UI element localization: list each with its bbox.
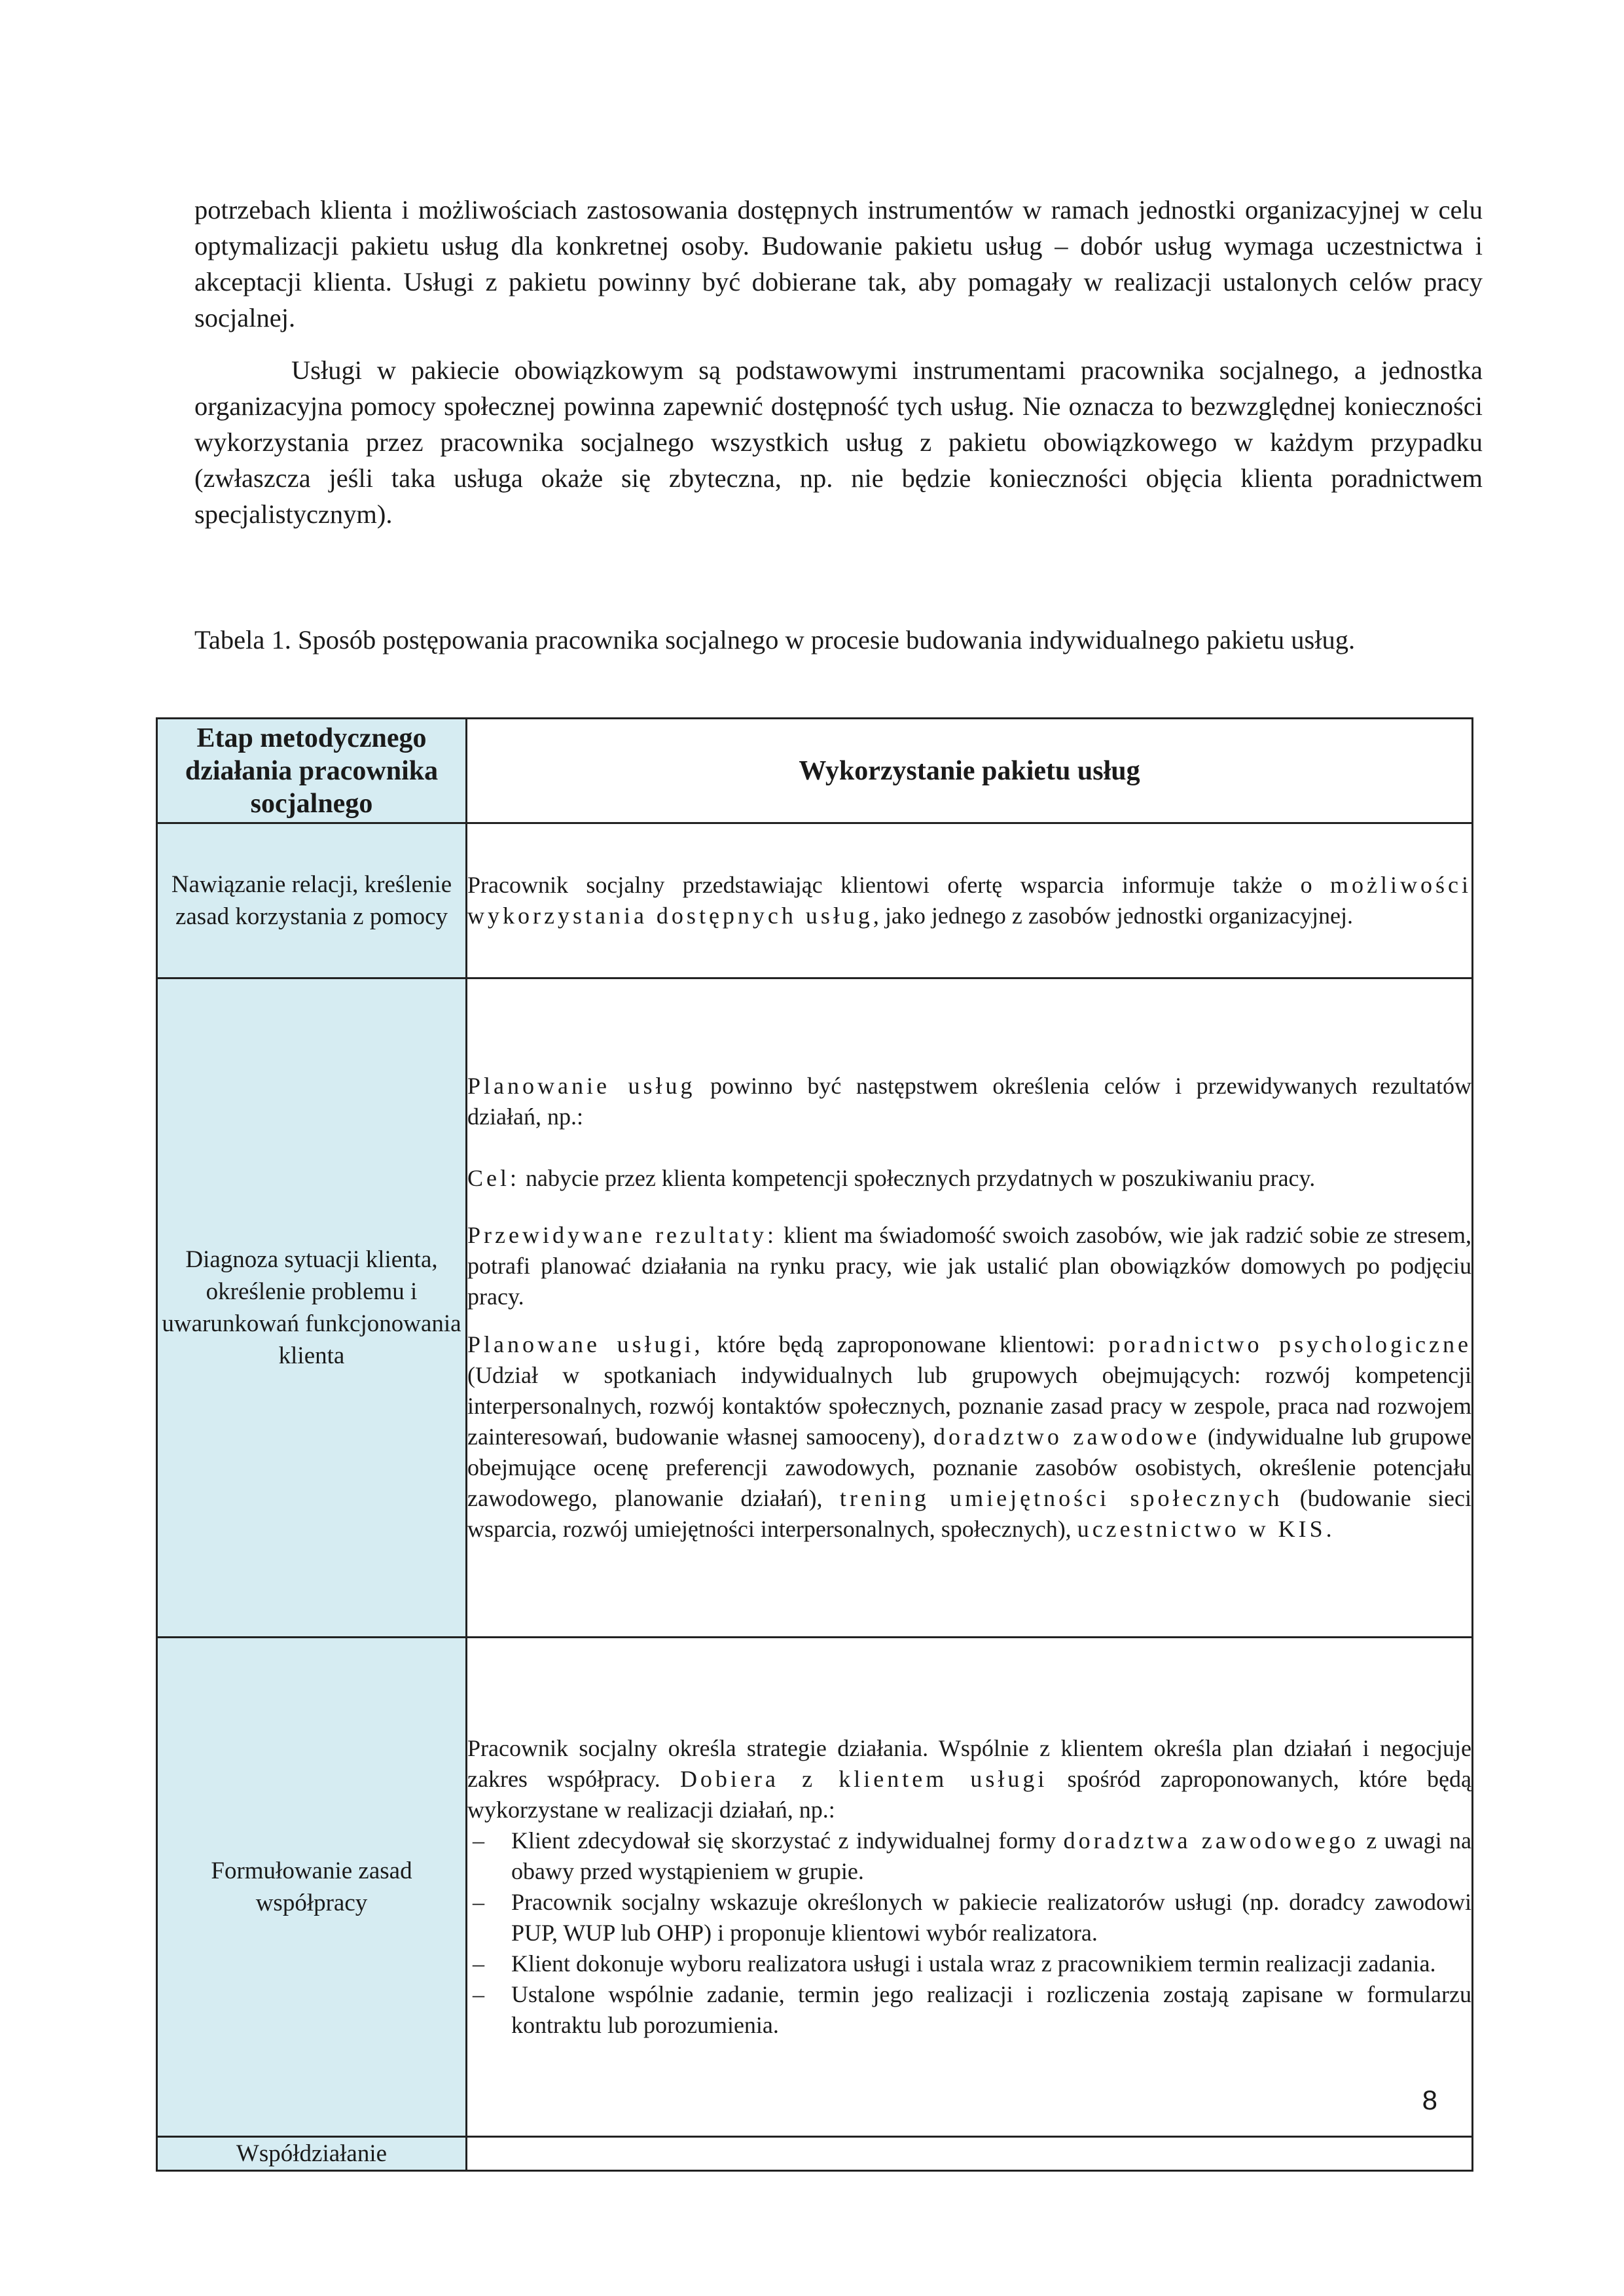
usage-cell <box>467 823 1473 978</box>
table-row <box>157 823 1473 978</box>
table-row <box>157 2137 1473 2171</box>
table-row <box>157 978 1473 1638</box>
usage-cell <box>467 1638 1473 2137</box>
table-caption: Tabela 1. Sposób postępowania pracownika socjalnego w procesie budowania indywidualnego pakietu usług. <box>194 625 1356 655</box>
list-item: – Ustalone wspólnie zadanie, termin jego realizacji i rozliczenia zostają zapisane w formularzu kontraktu lub porozumienia. <box>467 1979 1471 2041</box>
usage-list <box>467 1825 1471 2041</box>
usage-text: Planowane usługi, które będą zaproponowane klientowi: poradnictwo psychologiczne (Udział w spotkaniach indywidualnych lub grupowych obejmujących: rozwój kompetencji interpersonalnych, rozwój kontaktów społecznych, poznanie zasad pracy w zespole, praca nad rozwojem zainteresowań, budowanie własnej samooceny), doradztwo zawodowe (indywidualne lub grupowe obejmujące ocenę preferencji zawodowych, poznanie zasobów osobistych, określenie potencjału zawodowego, planowanie działań), trening umiejętności społecznych (budowanie sieci wsparcia, rozwój umiejętności interpersonalnych, społecznych), uczestnictwo w KIS. <box>467 1331 1471 1542</box>
stage-cell: Nawiązanie relacji, kreślenie zasad korzystania z pomocy <box>157 823 467 978</box>
page-number: 8 <box>1422 2085 1437 2115</box>
stage-cell: Diagnoza sytuacji klienta, określenie problemu i uwarunkowań funkcjonowania klienta <box>157 978 467 1638</box>
usage-text: Pracownik socjalny określa strategie działania. Wspólnie z klientem określa plan działań i negocjuje zakres współpracy. Dobiera z klientem usługi spośród zaproponowanych, które będą wykorzystane w realizacji działań, np.: <box>467 1735 1471 1823</box>
usage-text: Pracownik socjalny przedstawiając klientowi ofertę wsparcia informuje także o możliwości wykorzystania dostępnych usług, jako jednego z zasobów jednostki organizacyjnej. <box>467 872 1471 929</box>
list-item: – Klient zdecydował się skorzystać z indywidualnej formy doradztwa zawodowego z uwagi na obawy przed wystąpieniem w grupie. <box>467 1825 1471 1887</box>
paragraph-2: Usługi w pakiecie obowiązkowym są podstawowymi instrumentami pracownika socjalnego, a jednostka organizacyjna pomocy społecznej powinna zapewnić dostępność tych usług. Nie oznacza to bezwzględnej konieczności wykorzystania przez pracownika socjalnego wszystkich usług z pakietu obowiązkowego w każdym przypadku (zwłaszcza jeśli taka usługa okaże się zbyteczna, np. nie będzie konieczności objęcia klienta poradnictwem specjalistycznym). <box>194 355 1483 529</box>
table-row <box>157 1638 1473 2137</box>
stage-cell: Współdziałanie <box>157 2137 467 2171</box>
header-stage: Etap metodycznego działania pracownika socjalnego <box>157 719 467 823</box>
usage-cell <box>467 2137 1473 2171</box>
list-item: – Pracownik socjalny wskazuje określonych w pakiecie realizatorów usługi (np. doradcy zawodowi PUP, WUP lub OHP) i proponuje klientowi wybór realizatora. <box>467 1887 1471 1948</box>
usage-text: Cel: nabycie przez klienta kompetencji społecznych przydatnych w poszukiwaniu pracy. <box>467 1165 1316 1191</box>
stage-cell: Formułowanie zasad współpracy <box>157 1638 467 2137</box>
services-table <box>156 717 1473 2172</box>
header-usage: Wykorzystanie pakietu usług <box>467 719 1473 823</box>
usage-text: Planowanie usług powinno być następstwem określenia celów i przewidywanych rezultatów działań, np.: <box>467 1073 1471 1130</box>
paragraph-1: potrzebach klienta i możliwościach zastosowania dostępnych instrumentów w ramach jednostki organizacyjnej w celu optymalizacji pakietu usług dla konkretnej osoby. Budowanie pakietu usług – dobór usług wymaga uczestnictwa i akceptacji klienta. Usługi z pakietu powinny być dobierane tak, aby pomagały w realizacji ustalonych celów pracy socjalnej. <box>194 195 1483 332</box>
list-item: – Klient dokonuje wyboru realizatora usługi i ustala wraz z pracownikiem termin realizacji zadania. <box>467 1948 1471 1979</box>
usage-cell <box>467 978 1473 1638</box>
table-header-row <box>157 719 1473 823</box>
usage-text: Przewidywane rezultaty: klient ma świadomość swoich zasobów, wie jak radzić sobie ze stresem, potrafi planować działania na rynku pracy, wie jak ustalić plan obowiązków domowych po podjęciu pracy. <box>467 1222 1472 1310</box>
